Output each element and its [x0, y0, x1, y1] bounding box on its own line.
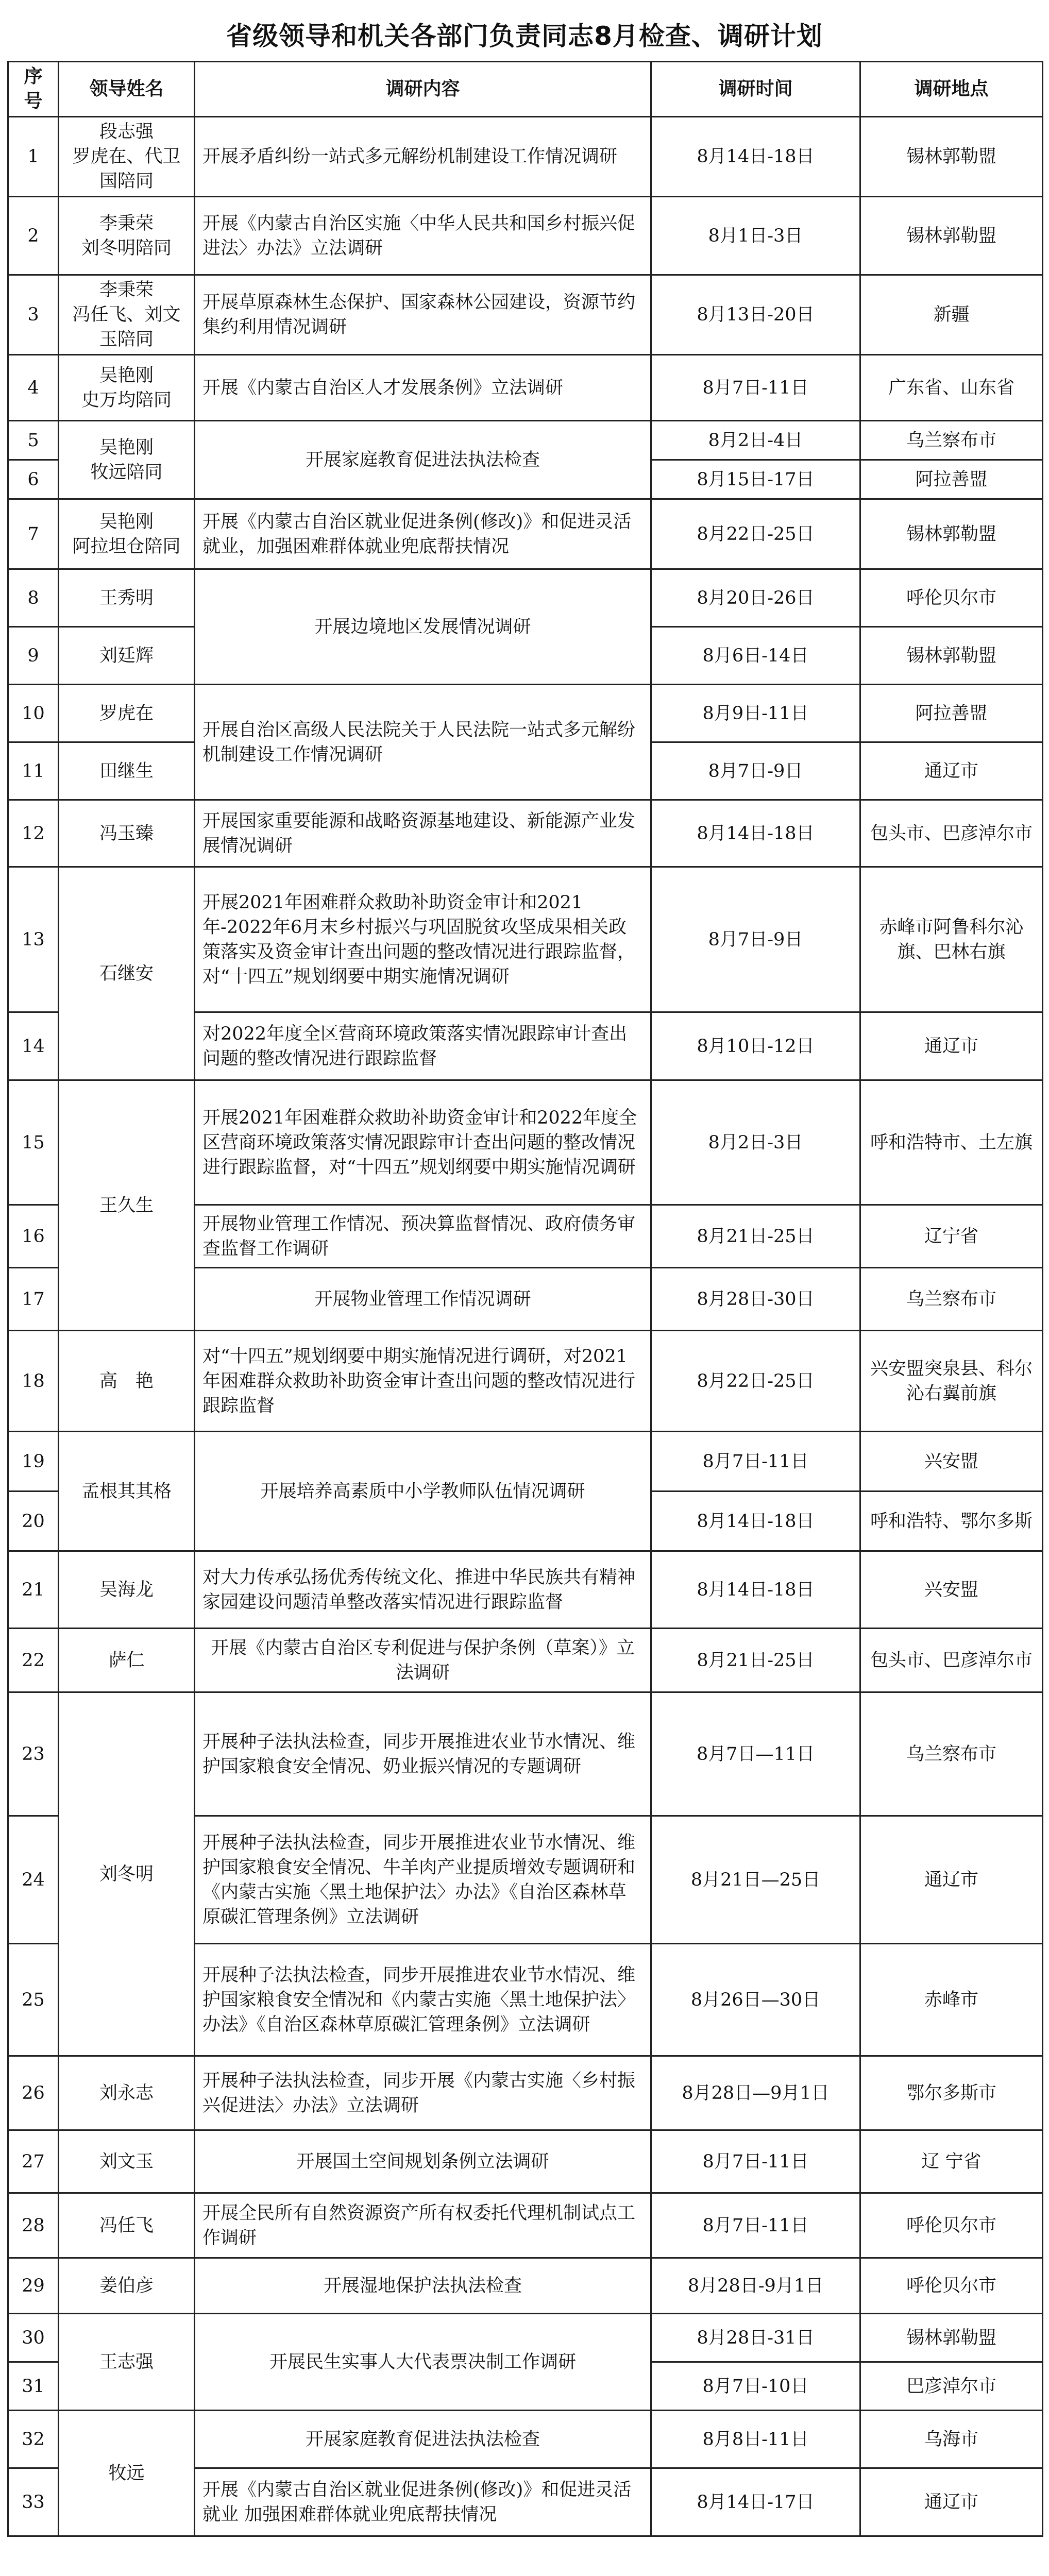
research-content: 开展草原森林生态保护、国家森林公园建设，资源节约集约利用情况调研 — [195, 275, 651, 355]
row-no: 24 — [8, 1816, 59, 1944]
research-place: 锡林郭勒盟 — [860, 117, 1043, 197]
research-place: 乌兰察布市 — [860, 1692, 1043, 1816]
research-place: 呼和浩特、鄂尔多斯 — [860, 1492, 1043, 1551]
row-no: 5 — [8, 421, 59, 460]
row-no: 2 — [8, 197, 59, 275]
research-content: 开展《内蒙古自治区实施〈中华人民共和国乡村振兴促进法〉办法》立法调研 — [195, 197, 651, 275]
research-place: 锡林郭勒盟 — [860, 627, 1043, 685]
leader-name: 孟根其其格 — [59, 1432, 195, 1551]
leader-name: 萨仁 — [59, 1629, 195, 1692]
research-content: 开展物业管理工作情况、预决算监督情况、政府债务审查监督工作调研 — [195, 1205, 651, 1268]
row-no: 1 — [8, 117, 59, 197]
research-time: 8月22日-25日 — [651, 499, 860, 569]
header-no: 序号 — [8, 62, 59, 117]
table-row — [8, 355, 1043, 421]
research-time: 8月26日—30日 — [651, 1944, 860, 2056]
row-no: 6 — [8, 460, 59, 499]
research-time: 8月28日-30日 — [651, 1268, 860, 1331]
research-content: 开展民生实事人大代表票决制工作调研 — [195, 2314, 651, 2411]
research-place: 新疆 — [860, 275, 1043, 355]
research-time: 8月14日-17日 — [651, 2468, 860, 2536]
table-row — [8, 1629, 1043, 1692]
research-content: 开展自治区高级人民法院关于人民法院一站式多元解纷机制建设工作情况调研 — [195, 685, 651, 800]
research-place: 包头市、巴彦淖尔市 — [860, 1629, 1043, 1692]
research-content: 开展国家重要能源和战略资源基地建设、新能源产业发展情况调研 — [195, 800, 651, 867]
header-place: 调研地点 — [860, 62, 1043, 117]
row-no: 19 — [8, 1432, 59, 1492]
research-time: 8月28日-31日 — [651, 2314, 860, 2362]
research-time: 8月21日-25日 — [651, 1205, 860, 1268]
research-place: 包头市、巴彦淖尔市 — [860, 800, 1043, 867]
row-no: 8 — [8, 569, 59, 627]
research-place: 阿拉善盟 — [860, 460, 1043, 499]
table-row — [8, 499, 1043, 569]
research-content: 对“十四五”规划纲要中期实施情况进行调研，对2021年困难群众救助补助资金审计查出问题的整改情况进行跟踪监督 — [195, 1331, 651, 1432]
table-row — [8, 800, 1043, 867]
page-title: 省级领导和机关各部门负责同志8月检查、调研计划 — [226, 21, 823, 51]
table-row — [8, 2411, 1043, 2468]
research-content: 开展《内蒙古自治区专利促进与保护条例（草案）》立法调研 — [195, 1629, 651, 1692]
row-no: 7 — [8, 499, 59, 569]
research-time: 8月14日-18日 — [651, 1551, 860, 1629]
research-place: 兴安盟突泉县、科尔沁右翼前旗 — [860, 1331, 1043, 1432]
research-content: 开展种子法执法检查，同步开展推进农业节水情况、维护国家粮食安全情况、牛羊肉产业提质增效专题调研和《内蒙古实施〈黑土地保护法〉办法》《自治区森林草原碳汇管理条例》立法调研 — [195, 1816, 651, 1944]
row-no: 15 — [8, 1080, 59, 1205]
research-time: 8月7日-11日 — [651, 1432, 860, 1492]
research-place: 辽 宁省 — [860, 2130, 1043, 2193]
leader-name: 田继生 — [59, 742, 195, 800]
row-no: 9 — [8, 627, 59, 685]
research-place: 呼伦贝尔市 — [860, 2258, 1043, 2314]
research-content: 开展《内蒙古自治区就业促进条例(修改)》和促进灵活就业，加强困难群体就业兜底帮扶情况 — [195, 499, 651, 569]
table-row — [8, 569, 1043, 627]
row-no: 26 — [8, 2056, 59, 2130]
leader-name: 牧远 — [59, 2411, 195, 2536]
row-no: 23 — [8, 1692, 59, 1816]
row-no: 10 — [8, 685, 59, 742]
research-place: 阿拉善盟 — [860, 685, 1043, 742]
table-row — [8, 2056, 1043, 2130]
leader-name: 姜伯彦 — [59, 2258, 195, 2314]
research-place: 呼和浩特市、土左旗 — [860, 1080, 1043, 1205]
research-place: 乌兰察布市 — [860, 421, 1043, 460]
leader-name: 刘廷辉 — [59, 627, 195, 685]
research-content: 开展国土空间规划条例立法调研 — [195, 2130, 651, 2193]
row-no: 4 — [8, 355, 59, 421]
research-content: 开展家庭教育促进法执法检查 — [195, 2411, 651, 2468]
research-time: 8月13日-20日 — [651, 275, 860, 355]
leader-name: 吴艳刚 阿拉坦仓陪同 — [59, 499, 195, 569]
research-time: 8月1日-3日 — [651, 197, 860, 275]
row-no: 31 — [8, 2362, 59, 2411]
leader-name: 刘文玉 — [59, 2130, 195, 2193]
row-no: 29 — [8, 2258, 59, 2314]
research-content: 对大力传承弘扬优秀传统文化、推进中华民族共有精神家园建设问题清单整改落实情况进行跟踪监督 — [195, 1551, 651, 1629]
table-row — [8, 275, 1043, 355]
row-no: 16 — [8, 1205, 59, 1268]
table-header-row — [8, 62, 1043, 117]
research-place: 通辽市 — [860, 1012, 1043, 1080]
research-place: 辽宁省 — [860, 1205, 1043, 1268]
table-row — [8, 421, 1043, 460]
row-no: 33 — [8, 2468, 59, 2536]
leader-name: 李秉荣 冯任飞、刘文玉陪同 — [59, 275, 195, 355]
research-content: 开展家庭教育促进法执法检查 — [195, 421, 651, 499]
table-row — [8, 117, 1043, 197]
research-time: 8月8日-11日 — [651, 2411, 860, 2468]
research-time: 8月10日-12日 — [651, 1012, 860, 1080]
leader-name: 王久生 — [59, 1080, 195, 1331]
research-place: 兴安盟 — [860, 1432, 1043, 1492]
table-row — [8, 2130, 1043, 2193]
research-content: 对2022年度全区营商环境政策落实情况跟踪审计查出问题的整改情况进行跟踪监督 — [195, 1012, 651, 1080]
research-place: 乌海市 — [860, 2411, 1043, 2468]
research-time: 8月15日-17日 — [651, 460, 860, 499]
research-content: 开展种子法执法检查，同步开展推进农业节水情况、维护国家粮食安全情况、奶业振兴情况的专题调研 — [195, 1692, 651, 1816]
research-content: 开展全民所有自然资源资产所有权委托代理机制试点工作调研 — [195, 2193, 651, 2258]
research-time: 8月14日-18日 — [651, 117, 860, 197]
research-time: 8月21日—25日 — [651, 1816, 860, 1944]
row-no: 12 — [8, 800, 59, 867]
row-no: 14 — [8, 1012, 59, 1080]
research-time: 8月7日-11日 — [651, 355, 860, 421]
row-no: 25 — [8, 1944, 59, 2056]
leader-name: 冯玉臻 — [59, 800, 195, 867]
research-place: 赤峰市阿鲁科尔沁旗、巴林右旗 — [860, 867, 1043, 1012]
research-place: 锡林郭勒盟 — [860, 197, 1043, 275]
table-row — [8, 2193, 1043, 2258]
row-no: 30 — [8, 2314, 59, 2362]
research-time: 8月7日-9日 — [651, 742, 860, 800]
table-row — [8, 2314, 1043, 2362]
row-no: 18 — [8, 1331, 59, 1432]
research-time: 8月7日-10日 — [651, 2362, 860, 2411]
research-time: 8月9日-11日 — [651, 685, 860, 742]
table-row — [8, 2258, 1043, 2314]
research-place: 兴安盟 — [860, 1551, 1043, 1629]
leader-name: 高 艳 — [59, 1331, 195, 1432]
table-row — [8, 197, 1043, 275]
leader-name: 王秀明 — [59, 569, 195, 627]
research-time: 8月6日-14日 — [651, 627, 860, 685]
row-no: 21 — [8, 1551, 59, 1629]
research-time: 8月21日-25日 — [651, 1629, 860, 1692]
leader-name: 吴艳刚 牧远陪同 — [59, 421, 195, 499]
research-time: 8月14日-18日 — [651, 800, 860, 867]
research-time: 8月7日—11日 — [651, 1692, 860, 1816]
leader-name: 李秉荣 刘冬明陪同 — [59, 197, 195, 275]
research-place: 赤峰市 — [860, 1944, 1043, 2056]
row-no: 11 — [8, 742, 59, 800]
research-time: 8月7日-11日 — [651, 2130, 860, 2193]
row-no: 13 — [8, 867, 59, 1012]
table-row — [8, 1432, 1043, 1492]
research-time: 8月7日-11日 — [651, 2193, 860, 2258]
research-place: 通辽市 — [860, 2468, 1043, 2536]
leader-name: 刘冬明 — [59, 1692, 195, 2056]
row-no: 20 — [8, 1492, 59, 1551]
table-row — [8, 1080, 1043, 1205]
research-content: 开展矛盾纠纷一站式多元解纷机制建设工作情况调研 — [195, 117, 651, 197]
row-no: 3 — [8, 275, 59, 355]
schedule-table — [7, 61, 1043, 2537]
header-content: 调研内容 — [195, 62, 651, 117]
research-place: 鄂尔多斯市 — [860, 2056, 1043, 2130]
row-no: 17 — [8, 1268, 59, 1331]
table-row — [8, 1331, 1043, 1432]
research-place: 巴彦淖尔市 — [860, 2362, 1043, 2411]
research-time: 8月14日-18日 — [651, 1492, 860, 1551]
research-content: 开展边境地区发展情况调研 — [195, 569, 651, 685]
table-row — [8, 1551, 1043, 1629]
header-time: 调研时间 — [651, 62, 860, 117]
research-content: 开展《内蒙古自治区人才发展条例》立法调研 — [195, 355, 651, 421]
research-time: 8月28日-9月1日 — [651, 2258, 860, 2314]
research-content: 开展2021年困难群众救助补助资金审计和2022年度全区营商环境政策落实情况跟踪审计查出问题的整改情况进行跟踪监督，对“十四五”规划纲要中期实施情况调研 — [195, 1080, 651, 1205]
research-place: 呼伦贝尔市 — [860, 2193, 1043, 2258]
leader-name: 段志强 罗虎在、代卫国陪同 — [59, 117, 195, 197]
research-time: 8月2日-4日 — [651, 421, 860, 460]
research-content: 开展《内蒙古自治区就业促进条例(修改)》和促进灵活就业 加强困难群体就业兜底帮扶情况 — [195, 2468, 651, 2536]
research-place: 呼伦贝尔市 — [860, 569, 1043, 627]
header-leader: 领导姓名 — [59, 62, 195, 117]
research-time: 8月20日-26日 — [651, 569, 860, 627]
research-content: 开展2021年困难群众救助补助资金审计和2021年-2022年6月末乡村振兴与巩固脱贫攻坚成果相关政策落实及资金审计查出问题的整改情况进行跟踪监督，对“十四五”规划纲要中期实施情况调研 — [195, 867, 651, 1012]
research-place: 广东省、山东省 — [860, 355, 1043, 421]
research-content: 开展种子法执法检查，同步开展《内蒙古实施〈乡村振兴促进法〉办法》立法调研 — [195, 2056, 651, 2130]
table-row — [8, 685, 1043, 742]
research-content: 开展物业管理工作情况调研 — [195, 1268, 651, 1331]
leader-name: 吴海龙 — [59, 1551, 195, 1629]
leader-name: 刘永志 — [59, 2056, 195, 2130]
row-no: 28 — [8, 2193, 59, 2258]
research-content: 开展湿地保护法执法检查 — [195, 2258, 651, 2314]
research-time: 8月7日-9日 — [651, 867, 860, 1012]
research-place: 锡林郭勒盟 — [860, 2314, 1043, 2362]
leader-name: 石继安 — [59, 867, 195, 1080]
research-place: 锡林郭勒盟 — [860, 499, 1043, 569]
leader-name: 吴艳刚 史万均陪同 — [59, 355, 195, 421]
research-content: 开展种子法执法检查，同步开展推进农业节水情况、维护国家粮食安全情况和《内蒙古实施〈黑土地保护法〉办法》《自治区森林草原碳汇管理条例》立法调研 — [195, 1944, 651, 2056]
row-no: 27 — [8, 2130, 59, 2193]
leader-name: 王志强 — [59, 2314, 195, 2411]
research-time: 8月22日-25日 — [651, 1331, 860, 1432]
research-place: 通辽市 — [860, 742, 1043, 800]
table-row — [8, 867, 1043, 1012]
research-time: 8月2日-3日 — [651, 1080, 860, 1205]
leader-name: 罗虎在 — [59, 685, 195, 742]
table-row — [8, 1692, 1043, 1816]
row-no: 32 — [8, 2411, 59, 2468]
row-no: 22 — [8, 1629, 59, 1692]
research-content: 开展培养高素质中小学教师队伍情况调研 — [195, 1432, 651, 1551]
research-place: 通辽市 — [860, 1816, 1043, 1944]
research-time: 8月28日—9月1日 — [651, 2056, 860, 2130]
research-place: 乌兰察布市 — [860, 1268, 1043, 1331]
leader-name: 冯任飞 — [59, 2193, 195, 2258]
